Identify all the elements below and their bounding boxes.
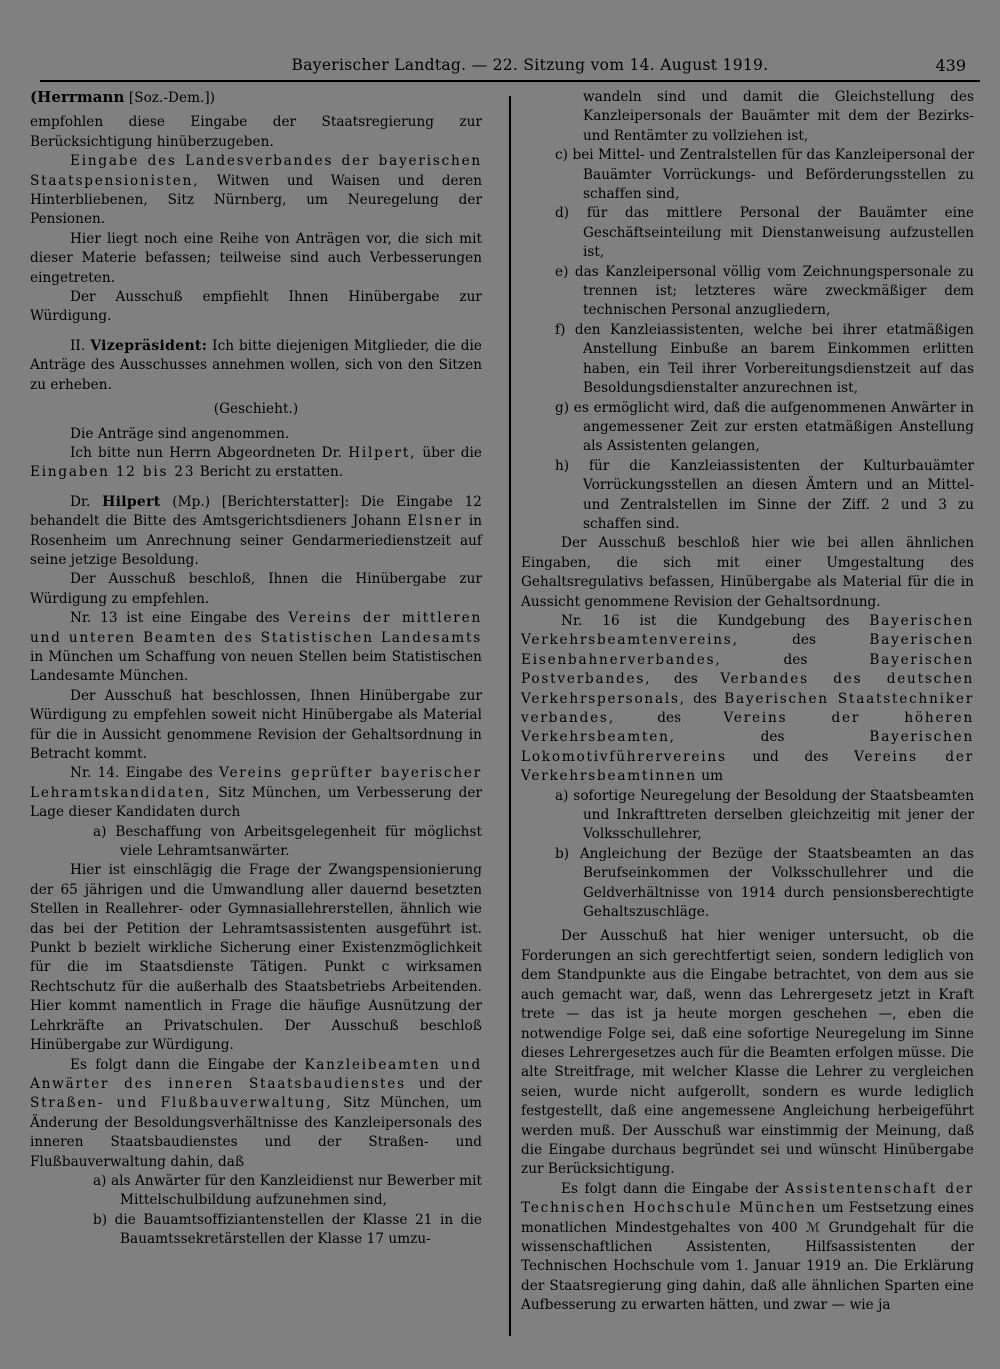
list-item: b) Angleichung der Bezüge der Staatsbeamten an das Berufseinkommen der Volksschullehrer und die Geldverhältnisse von 1914 durch pensionsberechtigte Gehaltszuschläge. xyxy=(555,845,974,921)
rapporteur-speech: Dr. Hilpert (Mp.) [Berichterstatter]: Die Eingabe 12 behandelt die Bitte des Amtsgerichtsdieners Johann Elsner in Rosenheim um Anrechnung seiner Gendarmeriedienstzeit auf seine jetzige Besoldung. xyxy=(30,493,483,568)
stage-direction: (Geschieht.) xyxy=(213,401,299,418)
paragraph: Es folgt dann die Eingabe der Kanzleibeamten und Anwärter des inneren Staatsbaudienstes und der Straßen- und Flußbauverwaltung, Sitz München, um Änderung der Besoldungsverhältnisse des Kanzleipersonals des inneren Staatsbaudienstes und der Straßen- und Flußbauverwaltung dahin, daß xyxy=(30,1056,483,1170)
list-item: a) als Anwärter für den Kanzleidienst nur Bewerber mit Mittelschulbildung aufzunehmen sind, xyxy=(93,1172,482,1209)
page-number: 439 xyxy=(935,56,966,75)
list-item: g) es ermöglicht wird, daß die aufgenommenen Anwärter in angemessener Zeit zur ersten etatmäßigen Anstellung als Assistenten gelangen, xyxy=(555,399,974,455)
list-item: f) den Kanzleiassistenten, welche bei ihrer etatmäßigen Anstellung Einbuße an barem Einkommen erlitten haben, ein Teil ihrer Vorbereitungsdienstzeit auf das Besoldungsdienstalter anzurechnen ist, xyxy=(555,321,974,397)
paragraph: Es folgt dann die Eingabe der Assistentenschaft der Technischen Hochschule München um Festsetzung eines monatlichen Mindestgehaltes von 400 ℳ Grundgehalt für die wissenschaftlichen Assistenten, Hilfsassistenten der Technischen Hochschule vom 1. Januar 1919 an. Die Erklärung der Staatsregierung ging dahin, daß alle ähnlichen Sparten eine Aufbesserung zu erwarten hätten, und zwar — wie ja xyxy=(521,1180,975,1314)
speaker-name: (Herrmann xyxy=(30,88,125,106)
petition-paragraph: Eingabe des Landesverbandes der bayerischen Staatspensionisten, Witwen und Waisen und deren Hinterbliebenen, Sitz Nürnberg, um Neuregelung der Pensionen. xyxy=(30,153,482,228)
speaker-heading xyxy=(30,88,482,108)
running-title: Bayerischer Landtag. — 22. Sitzung vom 14. August 1919. xyxy=(291,56,769,74)
speaker-name: Hilpert xyxy=(102,493,161,510)
speaker-name: Vizepräsident: xyxy=(90,337,208,354)
column-divider xyxy=(509,96,511,1336)
running-header xyxy=(40,56,980,82)
list-item: h) für die Kanzleiassistenten der Kulturbauämter Vorrückungsstellen an diesen Ämtern und an Mittel- und Zentralstellen im Sinne der Ziff. 2 und 3 zu schaffen sind. xyxy=(555,457,974,532)
list-item-continuation: wandeln sind und damit die Gleichstellung des Kanzleipersonals der Bauämter mit dem der Bezirks- und Rentämter zu vollziehen ist, xyxy=(583,89,974,144)
paragraph: Der Ausschuß empfiehlt Ihnen Hinübergabe zur Würdigung. xyxy=(30,289,482,325)
list-item: d) für das mittlere Personal der Bauämter eine Geschäftseinteilung mit Dienstanweisung aufzustellen ist, xyxy=(555,205,974,261)
paragraph: Hier ist einschlägig die Frage der Zwangspensionierung der 65 jährigen und die Umwandlung aller dauernd besetzten Stellen in Reallehrer- oder Gymnasiallehrerstellen, ähnlich wie das bei der Petition der Lehramtsassistenten ausgeführt ist. Punkt b bezielt wirkliche Sicherung einer Existenzmöglichkeit für die im Staatsdienste Tätigen. Punkt c wirksamen Rechtschutz für die außerhalb des Staatsbetriebs Arbeitenden. Hier kommt namentlich in Frage die häufige Ausnützung der Lehrkräfte an Privatschulen. Der Ausschuß beschloß Hinübergabe zur Würdigung. xyxy=(30,862,482,1054)
list-item: a) sofortige Neuregelung der Besoldung der Staatsbeamten und Inkrafttreten derselben gleichzeitig mit jener der Volksschullehrer, xyxy=(555,787,974,843)
paragraph: Der Ausschuß hat beschlossen, Ihnen Hinübergabe zur Würdigung zu empfehlen soweit nicht Hinübergabe als Material für die in Aussicht genommene Revision der Gehaltsordnung in Betracht kommt. xyxy=(30,687,482,762)
paragraph: Nr. 13 ist eine Eingabe des Vereins der mittleren und unteren Beamten des Statistischen Landesamts in München um Schaffung von neuen Stellen beim Statistischen Landesamte München. xyxy=(30,610,482,685)
speaker-party: [Soz.-Dem.]) xyxy=(128,90,216,106)
vice-president-speech: II. Vizepräsident: Ich bitte diejenigen Mitglieder, die die Anträge des Ausschusses annehmen wollen, sich von den Sitzen zu erheben. xyxy=(30,337,483,393)
paragraph: Nr. 14. Eingabe des Vereins geprüfter bayerischer Lehramtskandidaten, Sitz München, um Verbesserung der Lage dieser Kandidaten durch xyxy=(30,765,483,821)
list-item: b) die Bauamtsoffiziantenstellen der Klasse 21 in die Bauamtssekretärstellen der Klasse 17 umzu- xyxy=(93,1211,482,1248)
paragraph: Der Ausschuß hat hier weniger untersucht, ob die Forderungen an sich gerechtfertigt seien, sondern lediglich von dem Standpunkte aus die Eingabe betrachtet, von dem aus sie auch gemacht war, daß, wenn das Lehrergesetz jetzt in Kraft trete — das ist ja heute morgen geschehen —, eben die notwendige Folge sei, daß eine sofortige Neuregelung im Sinne dieses Lehrergesetzes auch für die Beamten erfolgen müsse. Die alte Streitfrage, mit welcher Klasse die Lehrer zu vergleichen seien, wurde nicht aufgerollt, sondern es wurde lediglich festgestellt, daß eine angemessene Angleichung herbeigeführt werden muß. Der Ausschuß war einstimmig der Meinung, daß die Eingabe durchaus begründet sei und wünscht Hinübergabe zur Berücksichtigung. xyxy=(521,928,974,1178)
paragraph: Hier liegt noch eine Reihe von Anträgen vor, die sich mit dieser Materie befassen; teilweise sind auch Verbesserungen eingetreten. xyxy=(30,230,482,286)
list-item: a) Beschaffung von Arbeitsgelegenheit für möglichst viele Lehramtsanwärter. xyxy=(93,823,482,860)
list-item: e) das Kanzleipersonal völlig vom Zeichnungspersonale zu trennen ist; letzteres wäre zweckmäßiger dem technischen Personal anzugliedern, xyxy=(555,263,974,319)
list-item: c) bei Mittel- und Zentralstellen für das Kanzleipersonal der Bauämter Vorrückungs- und Beförderungsstellen zu schaffen sind, xyxy=(555,147,974,203)
paragraph: Nr. 16 ist die Kundgebung des Bayerischen Verkehrsbeamtenvereins, des Bayerischen Eisenbahnerverbandes, des Bayerischen Postverbandes, des Verbandes des deutschen Verkehrspersonals, des Bayerischen Staatstechniker verbandes, des Vereins der höheren Verkehrsbeamten, des Bayerischen Lokomotivführervereins und des Vereins der Verkehrsbeamtinnen um xyxy=(521,612,975,785)
paragraph: Der Ausschuß beschloß, Ihnen die Hinübergabe zur Würdigung zu empfehlen. xyxy=(30,571,482,607)
paragraph: Ich bitte nun Herrn Abgeordneten Dr. Hilpert, über die Eingaben 12 bis 23 Bericht zu erstatten. xyxy=(30,444,483,481)
paragraph: Die Anträge sind angenommen. xyxy=(70,425,290,442)
paragraph: empfohlen diese Eingabe der Staatsregierung zur Berücksichtigung hinüberzugeben. xyxy=(30,114,482,150)
right-column xyxy=(521,88,974,1316)
paragraph: Der Ausschuß beschloß hier wie bei allen ähnlichen Eingaben, die sich mit einer Umgestaltung des Gehaltsregulativs befassen, Hinübergabe als Material für die in Aussicht genommene Revision der Gehaltsordnung. xyxy=(521,535,974,610)
petition-title: Eingabe des Landesverbandes der bayerischen Staatspensionisten, xyxy=(30,153,482,189)
left-column xyxy=(30,88,482,1250)
